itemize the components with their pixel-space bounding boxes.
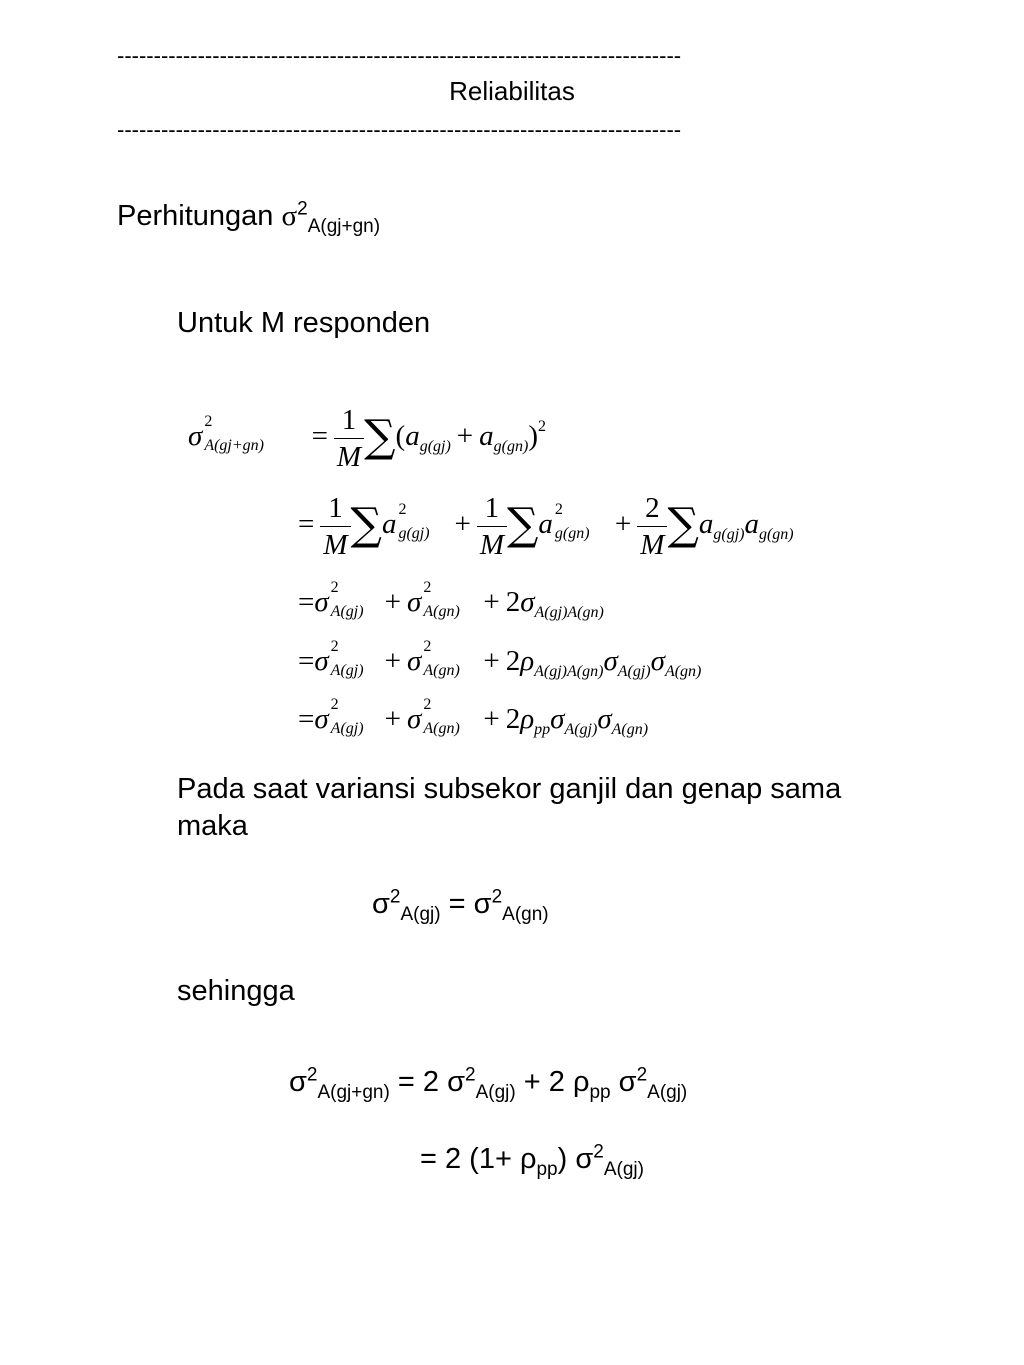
intro-text: Untuk M responden [177,307,431,339]
condition-line-1: Pada saat variansi subsekor ganjil dan genap sama [177,773,842,805]
heading-sup: 2 [297,198,308,220]
lhs-sub: A(gj+gn) [204,437,264,455]
section-heading [117,198,381,237]
result-line-1: $\sigma^2_{A(gj+gn)} = 2$ $\sigma^2_{A(gj)} + 2$ $\rho_{pp}$ $\sigma^2_{A(gj)}$ [289,1064,688,1103]
derivation-line-4: =σ 2 A(gj) + σ 2 A(gn) + $2\rho_{A(gj)A(gn)}\sigma_{A(gj)}\sigma_{A(gn)}$ [298,638,702,680]
fraction-1-over-M: $\frac{1}{M}$ [320,490,350,563]
lhs-sigma: σ [188,420,203,453]
derivation-line-1: σ 2 A(gj+gn) = $\frac{1}{M}$ $\sum(a_{g(gj)} + a_{g(gn)})^2$ [188,404,546,473]
sehingga-text: sehingga [177,975,295,1007]
heading-text: Perhitungan [117,200,282,232]
header-top-rule: ----------------------------------------------------------------------------- [117,44,682,68]
page-header-title: Reliabilitas [449,76,575,106]
header-bottom-rule: ----------------------------------------------------------------------------- [117,118,682,142]
fraction-1-over-M: $\frac{1}{M}$ [334,402,364,475]
condition-line-2: maka [177,810,248,842]
equals: = [311,420,328,453]
heading-sigma: σ [281,200,298,232]
equal-variance-equation: $\sigma^2_{A(gj)} = \sigma^2_{A(gn)}$ [372,886,549,925]
derivation-line-2: = $\frac{1}{M}$ ∑a 2 g(gj) + $\frac{1}{M}$ ∑a 2 g(gn) + $\frac{2}{M}$ $\sum a_{g(gj)}a_{g(gn)}$ [298,492,794,561]
fraction-1-over-M: $\frac{1}{M}$ [477,490,507,563]
result-line-2: = 2 $(1+ \rho_{pp})$ $\sigma^2_{A(gj)}$ [420,1141,644,1180]
derivation-line-5: =σ 2 A(gj) + σ 2 A(gn) + $2\rho_{pp}\sigma_{A(gj)}\sigma_{A(gn)}$ [298,696,649,738]
lhs-sup: 2 [204,413,213,431]
sum-symbol: ∑ [364,411,396,463]
derivation-line-3: =σ 2 A(gj) + σ 2 A(gn) + $2\sigma_{A(gj)A(gn)}$ [298,579,604,621]
fraction-2-over-M: $\frac{2}{M}$ [637,490,667,563]
heading-sub: A(gj+gn) [307,215,381,237]
